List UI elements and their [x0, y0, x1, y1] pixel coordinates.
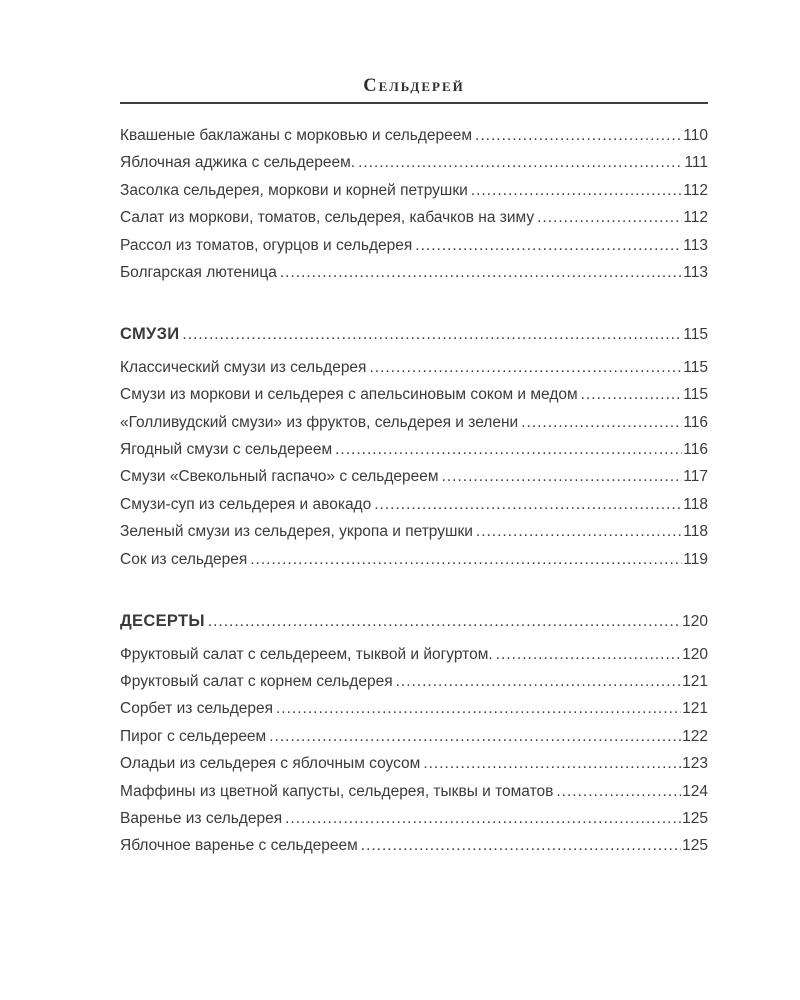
toc-entry — [120, 232, 708, 259]
toc-entry-title: Смузи-суп из сельдерея и авокадо — [120, 495, 372, 513]
toc-entry — [120, 409, 708, 436]
toc-entry — [120, 805, 708, 832]
dot-leader — [581, 381, 683, 408]
toc-entry-title: Классический смузи из сельдерея — [120, 358, 367, 376]
toc-list — [120, 122, 708, 860]
dot-leader — [250, 546, 682, 573]
toc-section — [120, 122, 708, 286]
toc-entry — [120, 491, 708, 518]
toc-entry-page-number: 110 — [683, 127, 708, 144]
dot-leader — [471, 177, 682, 204]
toc-entry-page-number: 118 — [683, 523, 708, 541]
toc-entry-page-number: 124 — [682, 782, 708, 800]
dot-leader — [475, 122, 682, 149]
toc-entry-page-number: 116 — [683, 413, 708, 431]
toc-entry — [120, 436, 708, 463]
toc-entry — [120, 463, 708, 490]
toc-entry-title: Зеленый смузи из сельдерея, укропа и петрушки — [120, 523, 473, 541]
dot-leader — [374, 491, 682, 518]
dot-leader — [415, 232, 682, 259]
toc-entry-title: Смузи «Свекольный гаспачо» с сельдереем — [120, 468, 439, 486]
dot-leader — [396, 668, 682, 695]
toc-entry-title: Болгарская лютеница — [120, 264, 277, 282]
dot-leader — [208, 608, 681, 635]
toc-entry-page-number: 120 — [682, 645, 708, 663]
toc-entry-title: Рассол из томатов, огурцов и сельдерея — [120, 236, 413, 254]
toc-entry-page-number: 123 — [682, 755, 708, 773]
toc-entry-title: Варенье из сельдерея — [120, 809, 283, 827]
toc-entry — [120, 204, 708, 231]
toc-section-title: ДЕСЕРТЫ — [120, 612, 205, 631]
chapter-header — [120, 76, 708, 100]
toc-entry-title: Засолка сельдерея, моркови и корней петрушки — [120, 181, 468, 199]
dot-leader — [335, 436, 682, 463]
page-content — [120, 76, 708, 860]
toc-entry — [120, 354, 708, 381]
toc-entry-title: Квашеные баклажаны с морковью и сельдереем — [120, 127, 473, 144]
toc-entry-page-number: 119 — [683, 550, 708, 568]
toc-entry — [120, 641, 708, 668]
dot-leader — [537, 204, 682, 231]
toc-entry-page-number: 111 — [684, 154, 708, 172]
toc-section-title: СМУЗИ — [120, 325, 180, 344]
toc-entry-page-number: 117 — [683, 468, 708, 486]
toc-entry-title: Яблочная аджика с сельдереем. — [120, 154, 356, 172]
header-rule — [120, 102, 708, 104]
toc-entry-page-number: 118 — [683, 495, 708, 513]
toc-entry-page-number: 125 — [682, 837, 708, 855]
toc-section-page-number: 115 — [683, 326, 708, 344]
dot-leader — [276, 695, 681, 722]
dot-leader — [521, 409, 682, 436]
toc-entry — [120, 177, 708, 204]
toc-entry-page-number: 122 — [682, 727, 708, 745]
toc-entry-page-number: 113 — [683, 264, 708, 282]
dot-leader — [269, 723, 681, 750]
toc-entry-page-number: 115 — [683, 386, 708, 404]
toc-entry-title: Яблочное варенье с сельдереем — [120, 837, 358, 855]
toc-entry-page-number: 113 — [683, 236, 708, 254]
toc-entry-title: Ягодный смузи с сельдереем — [120, 441, 333, 459]
toc-entry-page-number: 115 — [683, 358, 708, 376]
toc-entry-title: Пирог с сельдереем — [120, 727, 267, 745]
toc-section-heading — [120, 321, 708, 348]
toc-section — [120, 608, 708, 860]
toc-entry-title: Салат из моркови, томатов, сельдерея, кабачков на зиму — [120, 209, 535, 227]
dot-leader — [442, 463, 683, 490]
dot-leader — [556, 778, 681, 805]
toc-entry-title: «Голливудский смузи» из фруктов, сельдерея и зелени — [120, 413, 519, 431]
toc-entry-title: Фруктовый салат с корнем сельдерея — [120, 672, 393, 690]
toc-entry-page-number: 112 — [683, 181, 708, 199]
chapter-title: Сельдерей — [363, 76, 465, 96]
toc-entry-title: Маффины из цветной капусты, сельдерея, тыквы и томатов — [120, 782, 554, 800]
dot-leader — [361, 832, 681, 859]
toc-entry — [120, 259, 708, 286]
toc-entry — [120, 832, 708, 859]
toc-entry-page-number: 112 — [683, 209, 708, 227]
dot-leader — [423, 750, 681, 777]
toc-section-page-number: 120 — [682, 613, 708, 631]
toc-entry-title: Оладьи из сельдерея с яблочным соусом — [120, 755, 421, 773]
toc-entry-title: Сок из сельдерея — [120, 550, 248, 568]
dot-leader — [476, 518, 682, 545]
dot-leader — [285, 805, 681, 832]
dot-leader — [358, 149, 683, 176]
toc-entry — [120, 778, 708, 805]
toc-section — [120, 321, 708, 573]
toc-entry — [120, 695, 708, 722]
toc-entry — [120, 668, 708, 695]
toc-entry — [120, 723, 708, 750]
toc-section-heading — [120, 608, 708, 635]
toc-entry-title: Сорбет из сельдерея — [120, 700, 273, 718]
toc-entry — [120, 381, 708, 408]
toc-entry — [120, 149, 708, 176]
toc-entry-title: Смузи из моркови и сельдерея с апельсиновым соком и медом — [120, 386, 578, 404]
toc-entry — [120, 546, 708, 573]
dot-leader — [496, 641, 681, 668]
toc-entry-title: Фруктовый салат с сельдереем, тыквой и йогуртом. — [120, 645, 493, 663]
toc-entry-page-number: 125 — [682, 809, 708, 827]
toc-entry-page-number: 116 — [683, 441, 708, 459]
dot-leader — [280, 259, 682, 286]
toc-entry-page-number: 121 — [682, 700, 708, 718]
dot-leader — [182, 321, 682, 348]
toc-entry — [120, 750, 708, 777]
toc-entry — [120, 122, 708, 149]
toc-entry — [120, 518, 708, 545]
dot-leader — [369, 354, 682, 381]
toc-entry-page-number: 121 — [682, 672, 708, 690]
